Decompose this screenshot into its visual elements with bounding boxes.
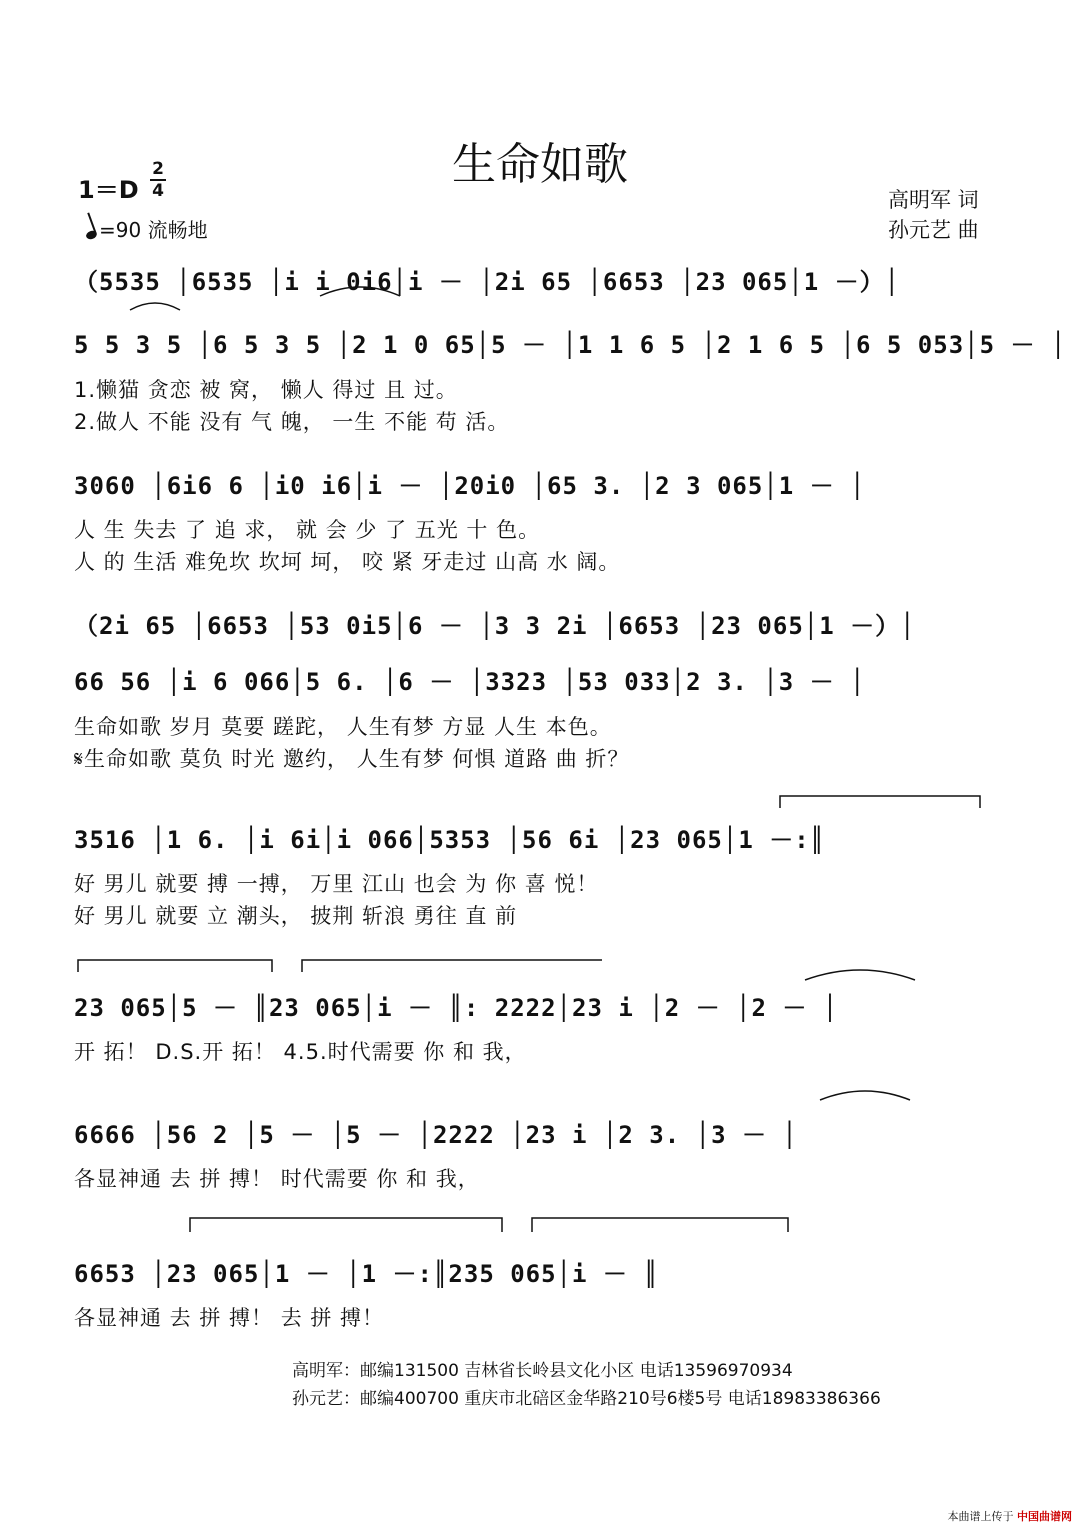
lyric-line: 好 男儿 就要 立 潮头， 披荆 斩浪 勇往 直 前 [74, 904, 518, 928]
slur [820, 1091, 910, 1100]
notation-row-8: 6666 │56 2 │5 － │5 － │2222 │23 i │2 3. │3 － │ [74, 1121, 798, 1149]
upload-note [948, 1508, 1073, 1524]
upload-note-text: 本曲谱上传于 [947, 1510, 1014, 1523]
tempo-text: =90 流畅地 [99, 218, 208, 242]
lyric-line: 2.做人 不能 没有 气 魄， 一生 不能 苟 活。 [74, 410, 510, 434]
lyric-line: 人 的 生活 难免坎 坎坷 坷， 咬 紧 牙走过 山高 水 阔。 [74, 550, 621, 574]
key-signature: 1＝D [78, 176, 139, 204]
time-signature-top: 2 [152, 159, 164, 179]
lyric-line: 人 生 失去 了 追 求， 就 会 少 了 五光 十 色。 [74, 518, 541, 542]
footer-contact-line: 高明军：邮编131500 吉林省长岭县文化小区 电话13596970934 [292, 1361, 793, 1381]
volta-bracket [190, 1218, 502, 1232]
notation-row-2: 5 5 3 5 │6 5 3 5 │2 1 0 65│5 － │1 1 6 5 │2 1 6 5 │6 5 053│5 － │ [74, 331, 1067, 359]
notation-row-1: （5535 │6535 │i i 0i6│i － │2i 65 │6653 │23 065│1 －）│ [74, 268, 901, 296]
lyric-line: 好 男儿 就要 搏 一搏， 万里 江山 也会 为 你 喜 悦！ [74, 872, 599, 896]
lyric-line: 各显神通 去 拼 搏！ 时代需要 你 和 我， [74, 1167, 480, 1191]
lyric-line: 各显神通 去 拼 搏！ 去 拼 搏！ [74, 1306, 385, 1330]
slur [805, 970, 915, 980]
site-logo: 中国曲谱网 [1017, 1510, 1072, 1523]
slur [130, 303, 180, 310]
notation-row-4: （2i 65 │6653 │53 0i5│6 － │3 3 2i │6653 │23 065│1 －）│ [74, 612, 916, 640]
volta-bracket [532, 1218, 788, 1232]
lyric-line: 生命如歌 岁月 莫要 蹉跎， 人生有梦 方显 人生 本色。 [74, 715, 612, 739]
notation-row-7: 23 065│5 － ║23 065│i － ║: 2222│23 i │2 － │2 － │ [74, 994, 839, 1022]
volta-bracket [302, 960, 602, 972]
lyric-line: 1.懒猫 贪恋 被 窝， 懒人 得过 且 过。 [74, 378, 458, 402]
slur [320, 287, 400, 296]
lyricist-credit: 高明军 词 [888, 188, 979, 212]
volta-bracket [78, 960, 272, 972]
notation-row-3: 3060 │6i6 6 │i0 i6│i － │20i0 │65 3. │2 3 065│1 － │ [74, 472, 866, 500]
lyric-line: 开 拓！ D.S.开 拓！ 4.5.时代需要 你 和 我， [74, 1040, 527, 1064]
volta-bracket [780, 796, 980, 808]
notation-row-9: 6653 │23 065│1 － │1 －:║235 065│i － ║ [74, 1260, 659, 1288]
composer-credit: 孙元艺 曲 [888, 218, 979, 242]
footer-contact-line: 孙元艺：邮编400700 重庆市北碚区金华路210号6楼5号 电话18983386366 [292, 1389, 881, 1409]
page-title: 生命如歌 [452, 139, 628, 190]
time-signature-bottom: 4 [152, 181, 164, 201]
lyric-line: 𝄋生命如歌 莫负 时光 邀约， 人生有梦 何惧 道路 曲 折？ [74, 747, 630, 771]
notation-row-6: 3516 │1 6. │i 6i│i 066│5353 │56 6i │23 065│1 －:║ [74, 826, 826, 854]
notation-row-5: 66 56 │i 6 066│5 6. │6 － │3323 │53 033│2 3. │3 － │ [74, 668, 866, 696]
